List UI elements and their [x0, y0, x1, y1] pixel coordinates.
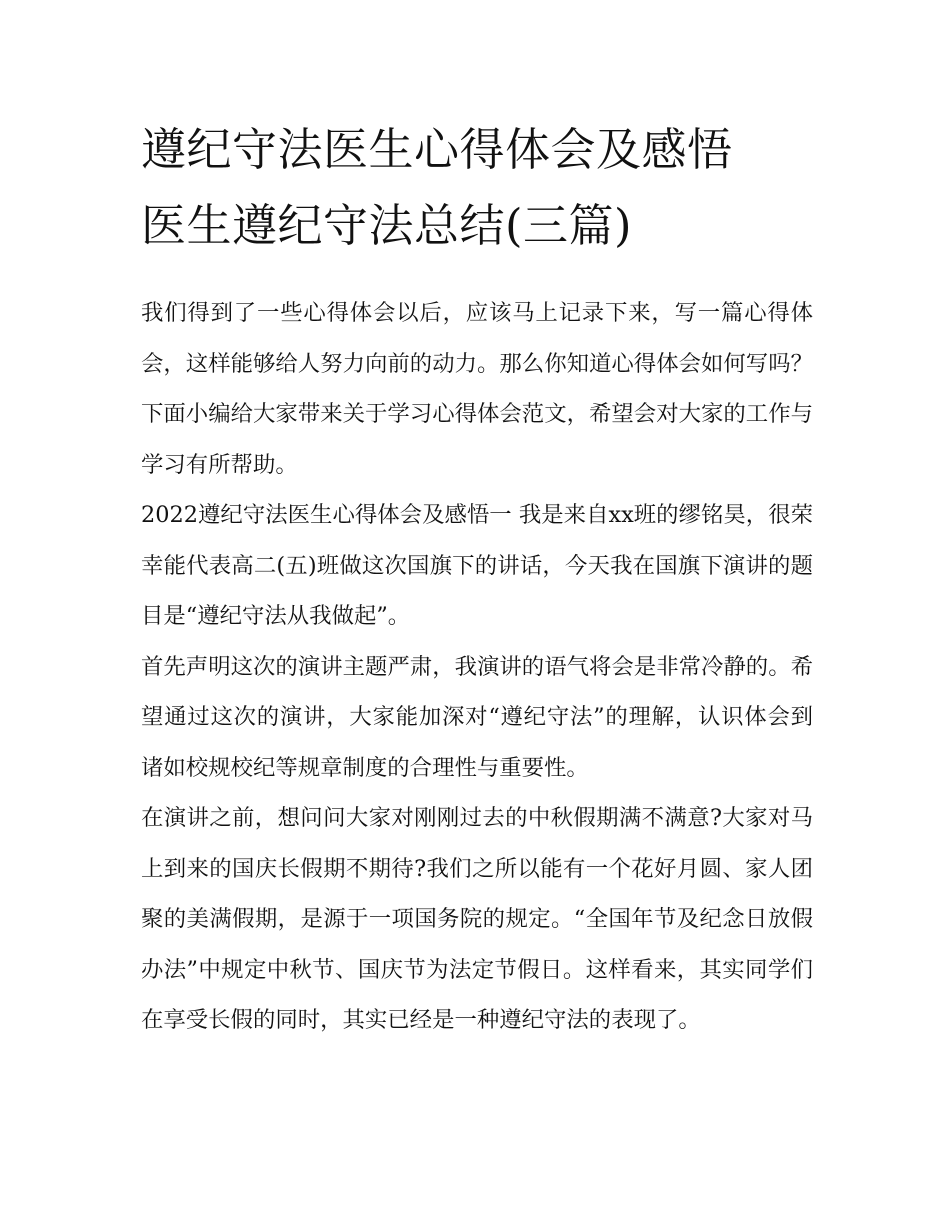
document-page: [141, 112, 813, 1046]
paragraph-holiday: 在演讲之前，想问问大家对刚刚过去的中秋假期满不满意?大家对马上到来的国庆长假期不期待?我们之所以能有一个花好月圆、家人团聚的美满假期，是源于一项国务院的规定。“全国年节及纪念日放假办法”中规定中秋节、国庆节为法定节假日。这样看来，其实同学们在享受长假的同时，其实已经是一种遵纪守法的表现了。: [141, 805, 813, 1033]
paragraph-speech-topic: 首先声明这次的演讲主题严肃，我演讲的语气将会是非常冷静的。希望通过这次的演讲，大家能加深对“遵纪守法”的理解，认识体会到诸如校规校纪等规章制度的合理性与重要性。: [141, 653, 813, 781]
paragraph-intro: 我们得到了一些心得体会以后，应该马上记录下来，写一篇心得体会，这样能够给人努力向前的动力。那么你知道心得体会如何写吗？下面小编给大家带来关于学习心得体会范文，希望会对大家的工作与学习有所帮助。: [141, 300, 813, 478]
title-line-1: 遵纪守法医生心得体会及感悟: [141, 123, 733, 176]
document-title: [141, 112, 813, 264]
title-line-2: 医生遵纪守法总结(三篇): [141, 199, 633, 252]
paragraph-speech-opening: 2022遵纪守法医生心得体会及感悟一 我是来自xx班的缪铭昊，很荣幸能代表高二(五)班做这次国旗下的讲话，今天我在国旗下演讲的题目是“遵纪守法从我做起”。: [141, 502, 813, 629]
